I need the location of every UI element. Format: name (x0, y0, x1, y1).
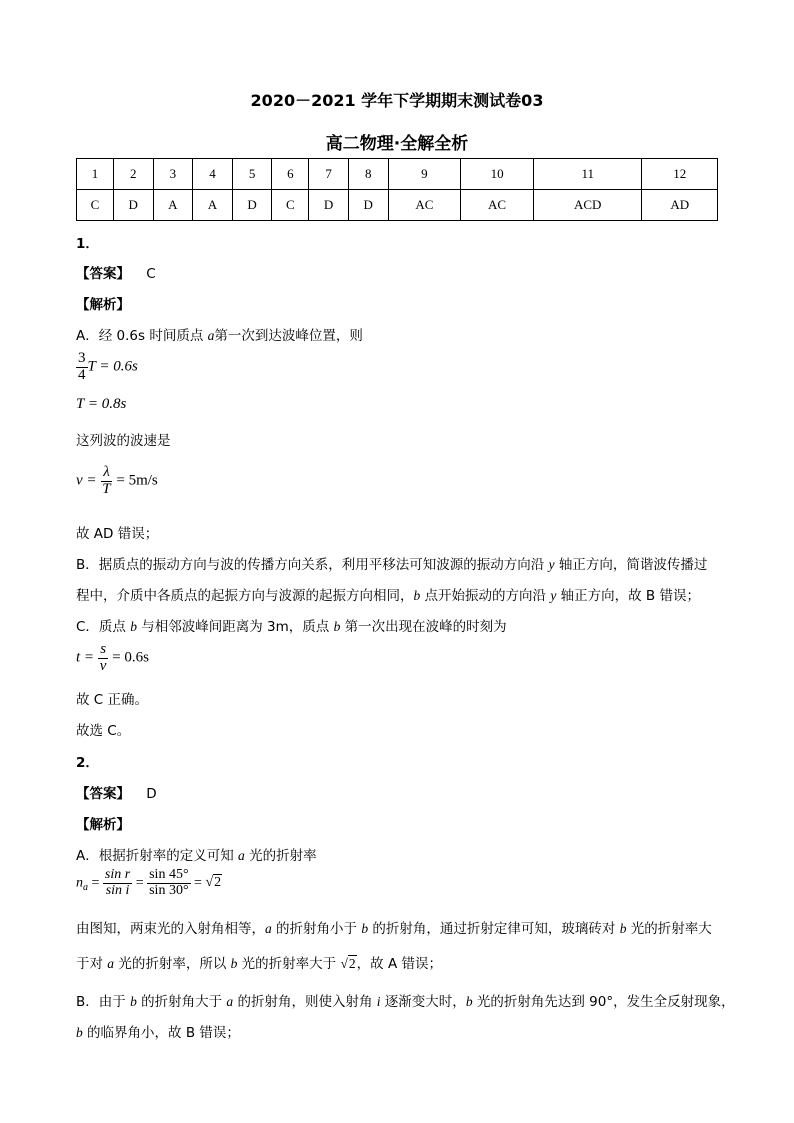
question-number-cell: 12 (642, 159, 718, 190)
question-number-cell: 11 (533, 159, 642, 190)
text: A．根据折射率的定义可知 (76, 848, 239, 864)
question-number-cell: 5 (232, 159, 272, 190)
question-number-cell: 9 (388, 159, 461, 190)
text: 由图知，两束光的入射角相等， (76, 921, 265, 937)
equals: = (91, 875, 100, 891)
fraction-denominator: v (99, 657, 107, 674)
var: b (130, 994, 137, 1009)
var: a (238, 848, 245, 863)
q1-answer-label: 【答案】 (76, 266, 130, 282)
equals: = (135, 875, 144, 891)
text: 轴正方向，简谐波传播过 (554, 557, 708, 573)
var: b (361, 921, 369, 936)
q2-answer-value: D (146, 786, 157, 802)
fraction-denominator: sin i (105, 882, 130, 898)
text: 光的折射角先达到 90°，发生全反射现象， (472, 994, 735, 1010)
q2-option-b-line1 (76, 990, 735, 1010)
question-number-cell: 2 (113, 159, 153, 190)
answer-cell: AC (461, 190, 534, 221)
q1-number: 1． (76, 236, 99, 252)
text: 的折射角，通过折射定律可知，玻璃砖对 (368, 921, 620, 937)
fraction-numerator: sin 45° (149, 867, 189, 882)
var: y (548, 557, 555, 572)
q1-a-text-2: 第一次到达波峰位置，则 (214, 328, 363, 344)
answer-cell: AC (388, 190, 461, 221)
page-subtitle: 高二物理·全解全析 (325, 134, 469, 154)
text: 轴正方向，故 B 错误； (556, 588, 700, 604)
text: ，故 A 错误； (356, 956, 442, 972)
q1-c-correct: 故 C 正确。 (76, 692, 149, 708)
var: b (76, 1025, 83, 1040)
var: i (376, 994, 381, 1009)
equation-lhs: t = (76, 649, 95, 666)
text: B．由于 (76, 994, 131, 1010)
q1-speed-text: 这列波的波速是 (76, 433, 171, 449)
sqrt (205, 875, 222, 891)
var: b (413, 588, 421, 603)
text: 光的折射率 (244, 848, 317, 864)
q2-number: 2． (76, 755, 99, 771)
q2-line1 (76, 917, 712, 937)
text: 的折射角，则使入射角 (233, 994, 377, 1010)
text: 逐渐变大时， (380, 994, 466, 1010)
q2-answer (76, 782, 157, 802)
text: 的折射角小于 (271, 921, 362, 937)
question-number-cell: 1 (77, 159, 114, 190)
question-number-cell: 10 (461, 159, 534, 190)
q2-equation-index (76, 868, 222, 898)
answer-cell: ACD (533, 190, 642, 221)
q1-option-c (76, 615, 507, 635)
answer-cell: C (77, 190, 114, 221)
text: 光的折射率大 (626, 921, 712, 937)
text: 光的折射率，所以 (114, 956, 231, 972)
q2-option-b-line2 (76, 1021, 240, 1041)
q1-equation-period (76, 351, 138, 384)
q2-line2 (76, 952, 442, 972)
var: b (465, 994, 473, 1009)
text: 的临界角小，故 B 错误； (82, 1025, 240, 1041)
answer-cell: D (309, 190, 349, 221)
q1-option-b-line2 (76, 584, 700, 604)
text: 于对 (76, 956, 108, 972)
radical-icon: √ (205, 875, 214, 891)
question-number-cell: 6 (272, 159, 309, 190)
q1-a-text-1: A．经 0.6s 时间质点 (76, 328, 208, 344)
fraction-denominator: 4 (78, 366, 86, 383)
text: 的折射角大于 (136, 994, 227, 1010)
q2-answer-label: 【答案】 (76, 786, 130, 802)
q1-choose: 故选 C。 (76, 723, 131, 739)
equals: = (194, 875, 202, 891)
text: C．质点 (76, 619, 131, 635)
var: y (550, 588, 557, 603)
text: B．据质点的振动方向与波的传播方向关系，利用平移法可知波源的振动方向沿 (76, 557, 549, 573)
q1-analysis-label: 【解析】 (76, 297, 130, 313)
equation-rest: T = 0.6s (87, 358, 138, 375)
question-number-cell: 3 (153, 159, 193, 190)
fraction (103, 868, 132, 898)
sqrt (340, 956, 356, 972)
var: b (619, 921, 627, 936)
q1-answer (76, 262, 156, 282)
fraction (147, 868, 190, 898)
var: b (130, 619, 137, 634)
equation-rhs: = 5m/s (116, 472, 158, 489)
page-title: 2020－2021 学年下学期期末测试卷03 (250, 91, 544, 110)
q1-answer-value: C (146, 266, 156, 282)
q1-equation-speed (76, 465, 158, 498)
var: a (226, 994, 234, 1009)
equation-rhs: = 0.6s (112, 649, 150, 666)
text: 与相邻波峰间距离为 3m，质点 (136, 619, 334, 635)
var: b (333, 619, 341, 634)
answer-cell: C (272, 190, 309, 221)
fraction-numerator: λ (103, 464, 110, 480)
equation-lhs: v = (76, 472, 97, 489)
fraction-denominator: sin 30° (149, 882, 189, 898)
answer-cell: D (232, 190, 272, 221)
q1-equation-time (76, 642, 149, 675)
text: 第一次出现在波峰的时刻为 (340, 619, 507, 635)
answer-cell: A (153, 190, 193, 221)
answer-table (76, 158, 718, 221)
q1-ad-wrong: 故 AD 错误； (76, 526, 159, 542)
fraction (76, 351, 88, 384)
radicand: 2 (214, 875, 222, 891)
fraction-denominator: T (102, 480, 111, 497)
radicand: 2 (348, 956, 356, 971)
question-number-cell: 7 (309, 159, 349, 190)
answer-cell: D (348, 190, 388, 221)
text: 程中，介质中各质点的起振方向与波源的起振方向相同， (76, 588, 414, 604)
q1-a-var: a (207, 328, 215, 343)
fraction (100, 465, 112, 498)
fraction-numerator: 3 (78, 350, 86, 366)
q1-option-a (76, 324, 363, 344)
q2-option-a (76, 844, 317, 864)
answer-cell: AD (642, 190, 718, 221)
var: b (230, 956, 238, 971)
var: a (107, 956, 115, 971)
fraction-numerator: sin r (104, 867, 131, 882)
question-number-cell: 8 (348, 159, 388, 190)
q1-option-b-line1 (76, 553, 707, 573)
text: 光的折射率大于 (237, 956, 341, 972)
q1-equation-period-result: T = 0.8s (76, 396, 127, 412)
var: a (265, 921, 272, 936)
answer-table-number-row (77, 159, 718, 190)
q2-analysis-label: 【解析】 (76, 817, 130, 833)
answer-cell: A (193, 190, 233, 221)
answer-cell: D (113, 190, 153, 221)
fraction-numerator: s (100, 641, 107, 657)
text: 点开始振动的方向沿 (420, 588, 551, 604)
fraction (98, 642, 109, 675)
radical-icon: √ (340, 956, 348, 971)
question-number-cell: 4 (193, 159, 233, 190)
subscript: a (83, 882, 88, 894)
answer-table-answer-row (77, 190, 718, 221)
equation-lhs: n (76, 875, 83, 891)
